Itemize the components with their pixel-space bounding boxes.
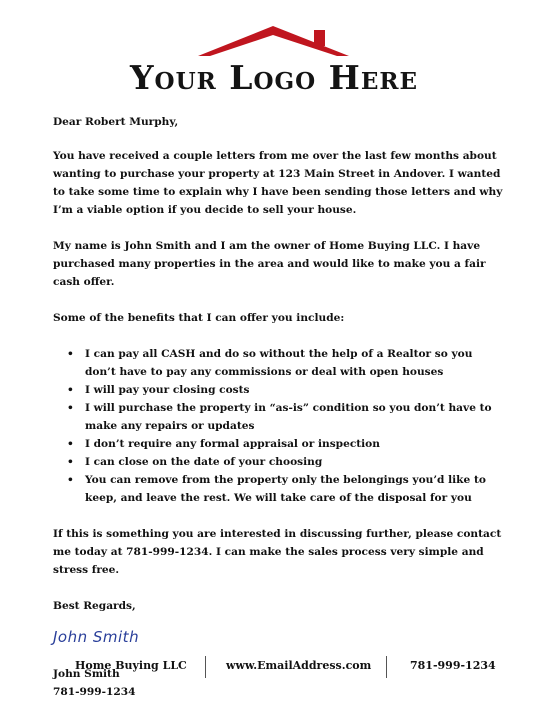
- list-item: • I will pay your closing costs: [85, 381, 503, 399]
- house-roof-logo-icon: [196, 22, 351, 62]
- handwritten-signature: John Smith: [53, 628, 140, 646]
- footer-company: Home Buying LLC: [75, 659, 187, 672]
- list-item: • I can close on the date of your choosing: [85, 453, 503, 471]
- closing: Best Regards,: [53, 600, 136, 612]
- footer-phone: 781-999-1234: [410, 659, 496, 672]
- sender-phone: 781-999-1234: [53, 686, 136, 698]
- benefits-list: [53, 345, 503, 507]
- greeting: Dear Robert Murphy,: [53, 116, 179, 128]
- list-item: • I will purchase the property in “as-is” condition so you don’t have to make any repairs or updates: [85, 399, 503, 435]
- letter-body: [53, 113, 503, 701]
- footer-email: www.EmailAddress.com: [226, 659, 372, 672]
- list-item: • I don’t require any formal appraisal or inspection: [85, 435, 503, 453]
- list-item: • You can remove from the property only the belongings you’d like to keep, and leave the rest. We will take care of the disposal for you: [85, 471, 503, 507]
- list-item: • I can pay all CASH and do so without the help of a Realtor so you don’t have to pay any commissions or deal with open houses: [85, 345, 503, 381]
- logo-text: Your Logo Here: [129, 58, 418, 97]
- footer-divider: [205, 656, 206, 678]
- intro-paragraph: You have received a couple letters from me over the last few months about wanting to purchase your property at 123 Main Street in Andover. I wanted to take some time to explain why I have been sending those letters and why I’m a viable option if you decide to sell your house.: [53, 150, 503, 216]
- about-paragraph: My name is John Smith and I am the owner of Home Buying LLC. I have purchased many properties in the area and would like to make you a fair cash offer.: [53, 240, 486, 288]
- footer: [0, 654, 548, 680]
- benefits-intro: Some of the benefits that I can offer you include:: [53, 312, 345, 324]
- footer-divider: [386, 656, 387, 678]
- sender-name: John Smith: [53, 668, 120, 680]
- contact-paragraph: If this is something you are interested in discussing further, please contact me today at 781-999-1234. I can make the sales process very simple and stress free.: [53, 528, 502, 576]
